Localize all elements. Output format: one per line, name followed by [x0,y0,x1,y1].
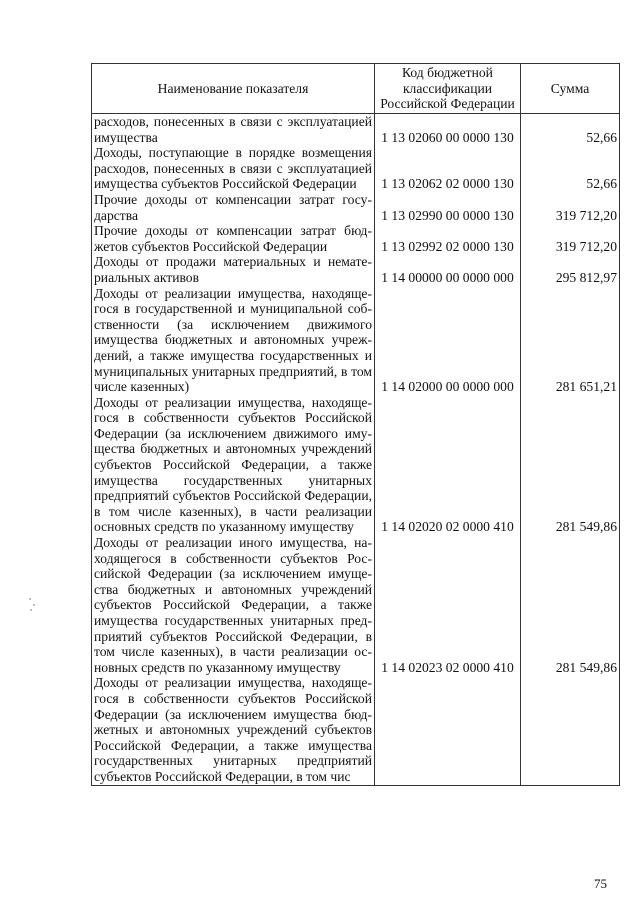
budget-code: 1 13 02060 00 0000 130 [375,114,521,146]
table-row [92,145,620,192]
indicator-name: Доходы от реализации иного имущества, находящегося в собственности субъектов Российской Федерации (за исключением имущества бюджетных и автономных учреждений субъектов Российской Федерации, а также имущества государственных унитарных предприятий субъектов Российской Федерации, в том числе казенных), в части реализации основных средств по указанному имуществу [92,535,375,675]
budget-code: 1 14 02020 02 0000 410 [375,395,521,535]
header-indicator-name: Наименование показателя [92,64,375,114]
amount [521,675,620,785]
table-row [92,114,620,146]
amount: 281 651,21 [521,286,620,395]
indicator-name: расходов, понесенных в связи с эксплуатацией имущества [92,114,375,146]
indicator-name: Прочие доходы от компенсации затрат бюджетов субъектов Российской Федерации [92,223,375,254]
amount: 52,66 [521,114,620,146]
header-sum: Сумма [521,64,620,114]
table-row [92,223,620,254]
amount: 281 549,86 [521,395,620,535]
scan-edge-marks [29,598,36,612]
table-row [92,254,620,285]
amount: 295 812,97 [521,254,620,285]
amount: 319 712,20 [521,223,620,254]
amount: 52,66 [521,145,620,192]
table-row [92,675,620,785]
table-row [92,395,620,535]
amount: 281 549,86 [521,535,620,675]
budget-code: 1 13 02062 02 0000 130 [375,145,521,192]
budget-code [375,675,521,785]
indicator-name: Доходы, поступающие в порядке возмещения расходов, понесенных в связи с эксплуатацией имущества субъектов Российской Федерации [92,145,375,192]
indicator-name: Прочие доходы от компенсации затрат государства [92,192,375,223]
budget-code: 1 13 02990 00 0000 130 [375,192,521,223]
budget-code: 1 13 02992 02 0000 130 [375,223,521,254]
budget-code: 1 14 02023 02 0000 410 [375,535,521,675]
table-row [92,535,620,675]
table-row [92,286,620,395]
indicator-name: Доходы от реализации имущества, находящегося в собственности субъектов Российской Федерации (за исключением имущества бюджетных и автономных учреждений субъектов Российской Федерации, а также имущества государственных унитарных предприятий субъектов Российской Федерации, в том чис [92,675,375,785]
page-number: 75 [594,876,607,891]
indicator-name: Доходы от реализации имущества, находящегося в собственности субъектов Российской Федерации (за исключением движимого имущества бюджетных и автономных учреждений субъектов Российской Федерации, а также имущества государственных унитарных предприятий субъектов Российской Федерации, в том числе казенных), в части реализации основных средств по указанному имуществу [92,395,375,535]
budget-code: 1 14 00000 00 0000 000 [375,254,521,285]
indicator-name: Доходы от реализации имущества, находящегося в государственной и муниципальной собственности (за исключением движимого имущества бюджетных и автономных учреждений, а также имущества государственных и муниципальных унитарных предприятий, в том числе казенных) [92,286,375,395]
budget-revenue-table [91,63,620,786]
header-budget-code: Код бюджетной классификации Российской Федерации [375,64,521,114]
budget-code: 1 14 02000 00 0000 000 [375,286,521,395]
indicator-name: Доходы от продажи материальных и нематериальных активов [92,254,375,285]
table-row [92,192,620,223]
table-header-row [92,64,620,114]
amount: 319 712,20 [521,192,620,223]
